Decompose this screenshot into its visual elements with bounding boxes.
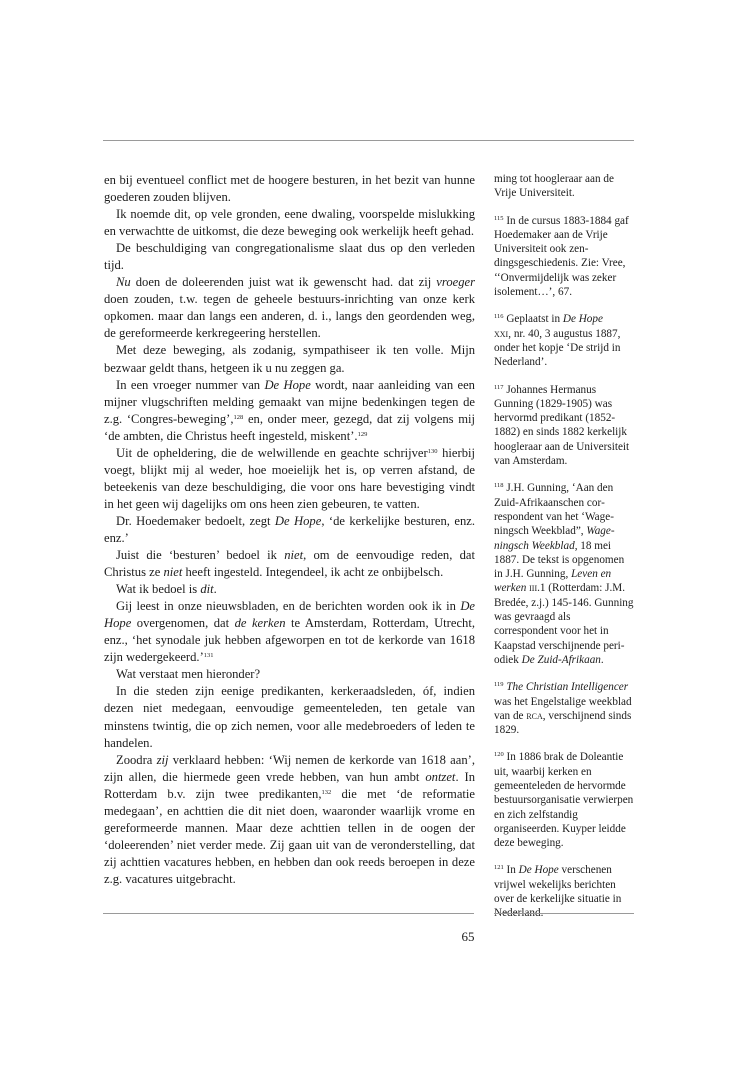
text-run: wordt, naar aanleiding van een mijner vlugschriften melding gemaakt van mijne bedenkingen tegen de z.g. ‘Congres-beweging’,: [104, 377, 475, 426]
footnote-ref-132[interactable]: 132: [321, 788, 332, 796]
paragraph-3: De beschuldiging van congregationalisme slaat dus op den verleden tijd.: [104, 241, 475, 273]
text-run: overgenomen, dat: [131, 616, 235, 631]
text-run: was het Engelstalige weekblad van de: [494, 695, 632, 722]
footnote-116: [494, 312, 634, 369]
text-run: verklaard hebben: ‘Wij nemen de kerkorde van 1618 aan’, zijn allen, die hiermede geen vrede hebben, van hun ambt: [104, 752, 475, 784]
emphasis-vroeger: vroeger: [436, 275, 475, 290]
paragraph-11: [104, 598, 475, 666]
title-de-zuid-afrikaan: De Zuid-Afrikaan: [521, 653, 601, 666]
text-run: , nr. 40, 3 augustus 1887, onder het kopje ‘De strijd in Nederland’.: [494, 327, 621, 369]
text-run: (Rotterdam: J.M. Bredée, z.j.) 145-146. Gunning was gevraagd als correspondent voor het in Kaapstad verschijnende periodiek: [494, 582, 634, 666]
emphasis-de-kerken: de kerken: [234, 616, 286, 631]
text-run: . In Rotterdam b.v. zijn twee predikanten,: [104, 769, 475, 801]
main-text-column: [104, 172, 475, 888]
paragraph-8: [104, 513, 475, 547]
paragraph-5: Met deze beweging, als zodanig, sympathiseer ik ten volle. Mijn bezwaar geldt thans, hetgeen ik u nu zeggen ga.: [104, 343, 475, 375]
volume-number: iii.1: [526, 582, 546, 595]
text-run: Dr. Hoedemaker bedoelt, zegt: [116, 513, 275, 528]
emphasis-niet: niet: [163, 565, 183, 580]
footnote-ref-131[interactable]: 131: [203, 652, 214, 660]
footnote-number: 121: [494, 864, 504, 872]
paragraph-9: [104, 547, 475, 581]
emphasis-ontzet: ontzet: [425, 769, 456, 784]
footnote-continuation: ming tot hoogleraar aan de Vrije Universiteit.: [494, 173, 614, 200]
footnote-ref-128[interactable]: 128: [233, 413, 244, 421]
emphasis-dit: dit: [200, 582, 214, 597]
text-run: , verschijnend sinds 1829.: [494, 709, 632, 737]
emphasis-niet: niet: [284, 548, 304, 563]
text-run: te Amsterdam, Rotterdam, Utrecht, enz., ‘het synodale juk hebben afgeworpen en tot de kerkorde van 1618 zijn wedergekeerd.’: [104, 616, 475, 665]
footnote-120: [494, 750, 634, 850]
text-run: hierbij voegt, blijkt mij al weder, hoe moeielijk het is, op verren afstand, de beteekenis van deze beschuldiging, die voor ons hare bevestiging vindt in het geen wij dagelijks om ons heen zien gebeuren, te vatten.: [104, 445, 475, 511]
top-rule: [103, 140, 634, 141]
text-run: Geplaatst in: [503, 313, 563, 326]
text-run: In de cursus 1883-1884 gaf Hoedemaker aan de Vrije Universiteit ook zendingsgeschiedenis. Zie: Vree, ‘‘Onvermijdelijk was zeker isolement…’, 67.: [494, 214, 629, 299]
footnote-117: [494, 383, 634, 469]
text-run: .: [213, 582, 217, 597]
title-wageningsch-weekblad: Wageningsch Weekblad: [494, 525, 615, 552]
paragraph-12: Wat verstaat men hieronder?: [116, 667, 261, 682]
text-run: die met ‘de reformatie medegaan’, en achttien die dit niet doen, waaronder waarlijk vrome en gereformeerde mannen. Maar deze achttien tellen in de oogen der ‘doleerenden’ niet verder mede. Zij gaan uit van de veronderstelling, dat zij achttien vacatures hebben, en hebben dan ook reeds beroepen in deze z.g. vacatures uitgebracht.: [104, 786, 475, 886]
text-run: In 1886 brak de Doleantie uit, waarbij kerken en gemeenteleden de hervormde bestuursorganisatie verwierpen en zich zelfstandig organiseerden. Kuyper leidde deze beweging.: [494, 751, 634, 850]
footnote-115: [494, 214, 634, 300]
footnote-ref-129[interactable]: 129: [357, 430, 368, 438]
text-run: , 18 mei 1887. De tekst is opgenomen in J.H. Gunning,: [494, 539, 625, 581]
text-run: verschenen vrijwel wekelijks berichten over de kerkelijke situatie in Nederland.: [494, 864, 622, 920]
abbr-rca: rca: [526, 709, 543, 722]
text-run: Juist die ‘besturen’ bedoel ik: [116, 548, 285, 563]
paragraph-2: Ik noemde dit, op vele gronden, eene dwaling, voorspelde mislukking en verwachtte de uitkomst, die deze beweging ook werkelijk heeft gehad.: [104, 207, 475, 239]
title-de-hope: De Hope: [562, 313, 603, 326]
footnote-ref-130[interactable]: 130: [427, 447, 438, 455]
paragraph-4: [104, 274, 475, 342]
footnote-number: 116: [494, 313, 504, 321]
title-de-hope: De Hope: [104, 599, 475, 631]
text-run: heeft ingesteld. Integendeel, ik acht ze onbijbelsch.: [182, 565, 444, 580]
paragraph-10: [104, 581, 475, 598]
title-leven-en-werken: Leven en werken: [494, 568, 612, 595]
footnote-119: [494, 680, 634, 737]
paragraph-14: [104, 752, 475, 888]
text-run: Zoodra: [116, 752, 157, 767]
text-run: doen zouden, t.w. tegen de geheele bestuurs-inrichting van onze kerk opkomen. maar dan langs een anderen, d. i., langs den geordenden weg, de gereformeerde kerkregeering herstellen.: [104, 292, 475, 341]
text-run: In: [503, 864, 519, 877]
bottom-rule-main: [103, 913, 474, 914]
text-run: en, onder meer, gezegd, dat zij volgens mij ‘de ambten, die Christus heeft ingesteld, miskent’.: [104, 411, 475, 443]
footnote-number: 117: [494, 383, 504, 391]
footnote-number: 120: [494, 751, 504, 759]
emphasis-zij: zij: [156, 752, 169, 767]
title-christian-intelligencer: The Christian Intelligencer: [503, 681, 629, 694]
title-de-hope: De Hope: [518, 864, 559, 877]
footnotes-column: [494, 172, 634, 934]
footnote-number: 118: [494, 482, 504, 490]
text-run: doen de doleerenden juist wat ik gewenscht had. dat zij: [130, 275, 437, 290]
footnote-118: [494, 481, 634, 667]
footnote-number: 115: [494, 214, 504, 222]
text-run: J.H. Gunning, ‘Aan den Zuid-Afrikaanschen correspondent van het ‘Wageningsch Weekblad”,: [494, 482, 614, 538]
title-de-hope: De Hope: [264, 377, 311, 392]
paragraph-6: [104, 377, 475, 445]
text-run: Gij leest in onze nieuwsbladen, en de berichten worden ook ik in: [116, 599, 461, 614]
title-de-hope: De Hope: [274, 513, 322, 528]
text-run: , ‘de kerkelijke besturen, enz. enz.’: [104, 513, 475, 545]
text-run: In een vroeger nummer van: [116, 377, 265, 392]
paragraph-1: en bij eventueel conflict met de hoogere besturen, in het bezit van hunne goederen zouden blijven.: [104, 173, 475, 205]
text-run: Wat ik bedoel is: [116, 582, 201, 597]
paragraph-13: In die steden zijn eenige predikanten, kerkeraadsleden, óf, indien dezen niet medegaan, eenvoudige gemeenteleden, ten getale van minstens twintig, die op zich nemen, voor alle medebroeders of leden te handelen.: [104, 684, 475, 750]
text-run: Johannes Hermanus Gunning (1829-1905) was hervormd predikant (1852-1882) en sinds 1882 kerkelijk hoogleraar aan de Universiteit van Amsterdam.: [494, 383, 630, 468]
volume-number: xxi: [494, 327, 509, 340]
emphasis-nu: Nu: [116, 275, 131, 290]
text-run: Uit de opheldering, die de welwillende en geachte schrijver: [116, 445, 428, 460]
footnote-number: 119: [494, 681, 504, 689]
bottom-rule-notes: [494, 913, 634, 914]
paragraph-7: [104, 445, 475, 513]
page-number: 65: [461, 929, 475, 944]
text-run: .: [600, 653, 604, 666]
text-run: , om de eenvoudige reden, dat Christus ze: [104, 548, 475, 580]
